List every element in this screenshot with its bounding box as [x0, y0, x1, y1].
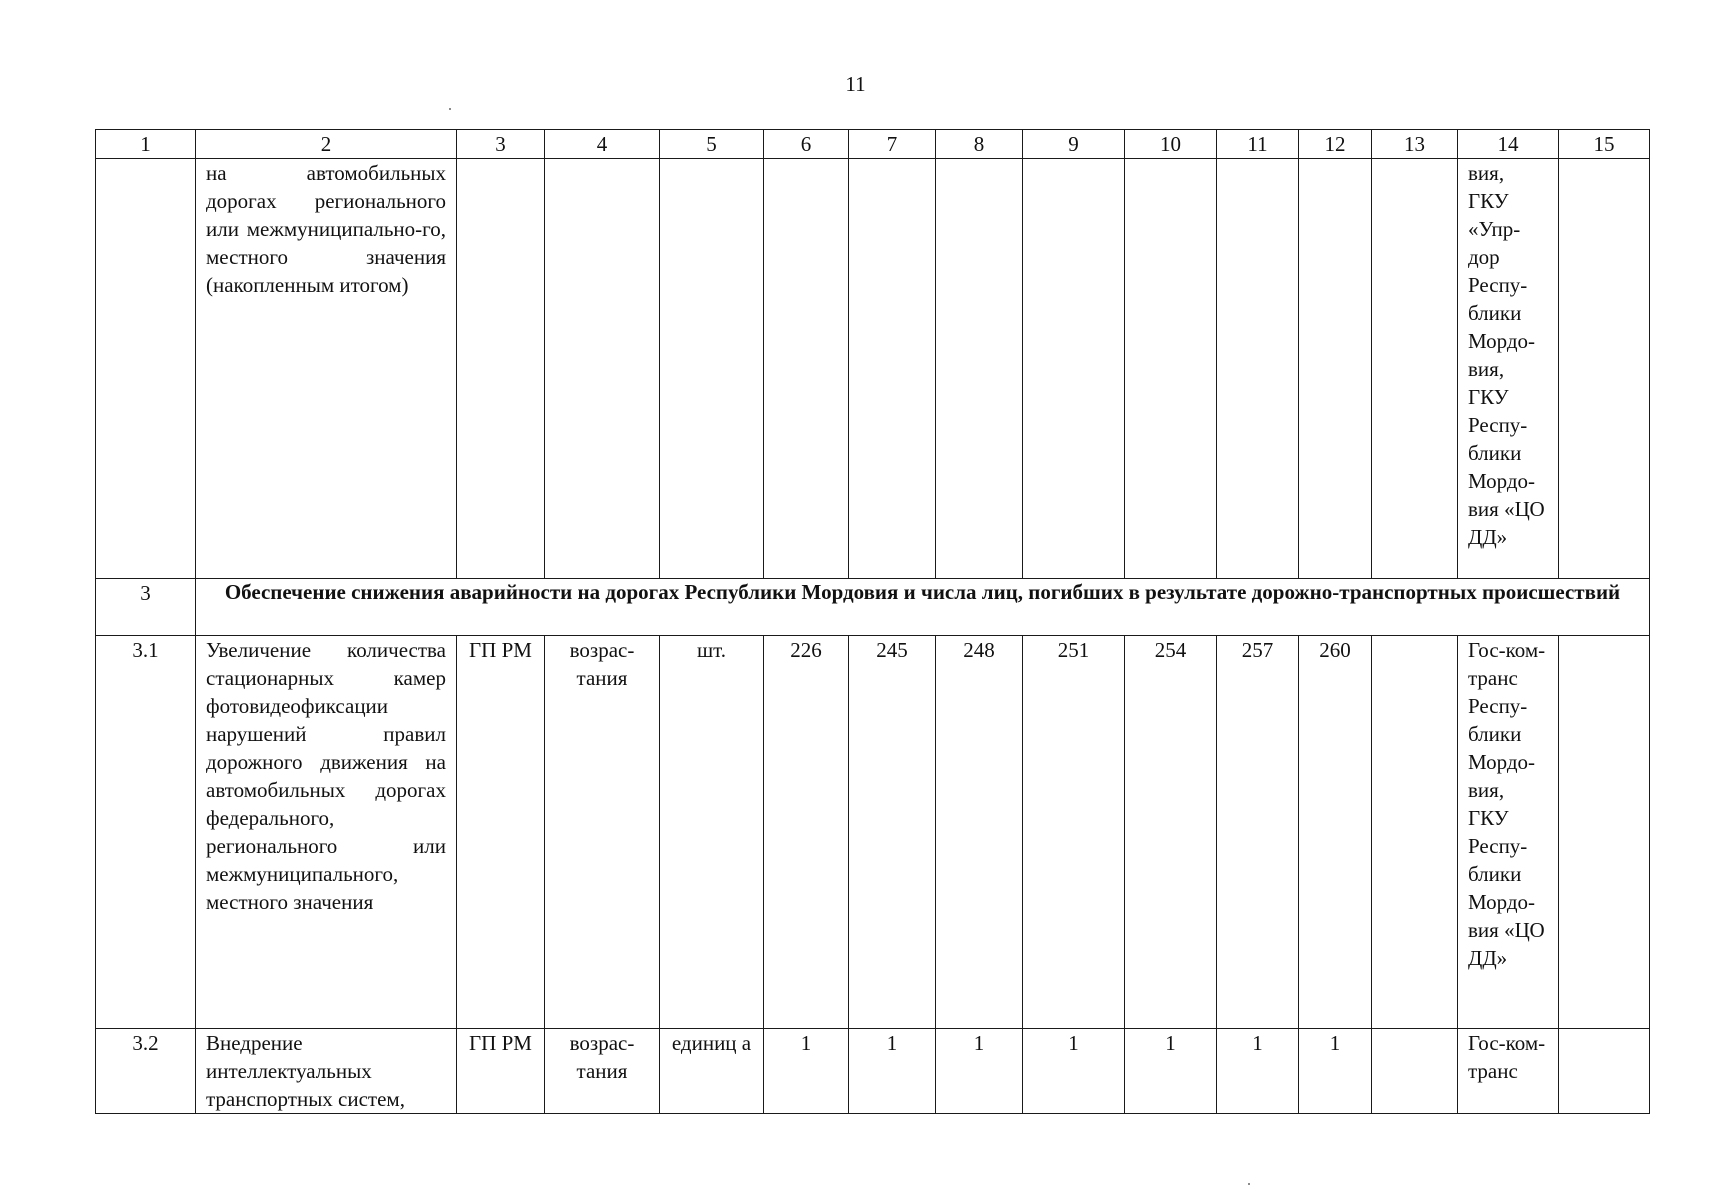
- value-cell: 1: [1299, 1029, 1372, 1114]
- source-cell: ГП РМ: [457, 1029, 545, 1114]
- value-cell: 1: [849, 1029, 936, 1114]
- value-cell: 1: [1023, 1029, 1125, 1114]
- indicators-table: [95, 129, 1650, 1114]
- header-cell: 1: [96, 130, 196, 159]
- row-number: 3.2: [96, 1029, 196, 1114]
- header-cell: 6: [764, 130, 849, 159]
- value-cell: 257: [1217, 636, 1299, 1029]
- header-cell: 15: [1559, 130, 1650, 159]
- empty-cell: [1559, 1029, 1650, 1114]
- responsible-cell: вия, ГКУ «Упр-дор Респу-блики Мордо-вия, ГКУ Респу-блики Мордо-вия «ЦО ДД»: [1458, 159, 1559, 579]
- empty-cell: [1372, 636, 1458, 1029]
- row-number: 3.1: [96, 636, 196, 1029]
- value-cell: 254: [1125, 636, 1217, 1029]
- header-cell: 9: [1023, 130, 1125, 159]
- value-cell: 226: [764, 636, 849, 1029]
- value-cell: 1: [1217, 1029, 1299, 1114]
- scan-speck: [1248, 1183, 1250, 1185]
- table-row: [96, 636, 1650, 1029]
- value-cell: 248: [936, 636, 1023, 1029]
- unit-cell: шт.: [660, 636, 764, 1029]
- continuation-row: [96, 159, 1650, 579]
- source-cell: ГП РМ: [457, 636, 545, 1029]
- value-cell: 1: [764, 1029, 849, 1114]
- section-row: [96, 579, 1650, 636]
- header-cell: 12: [1299, 130, 1372, 159]
- value-cell: 251: [1023, 636, 1125, 1029]
- page-number: 11: [845, 72, 866, 96]
- header-cell: 7: [849, 130, 936, 159]
- value-cell: 260: [1299, 636, 1372, 1029]
- value-cell: 1: [936, 1029, 1023, 1114]
- header-cell: 3: [457, 130, 545, 159]
- responsible-cell: Гос-ком-транс Респу-блики Мордо-вия, ГКУ Респу-блики Мордо-вия «ЦО ДД»: [1458, 636, 1559, 1029]
- table-row: [96, 1029, 1650, 1114]
- indicator-name-cell: Внедрение интеллектуальных транспортных систем,: [196, 1029, 457, 1114]
- indicator-name-cell: Увеличение количества стационарных камер фотовидеофиксации нарушений правил дорожного движения на автомобильных дорогах федерального, регионального или межмуниципального, местного значения: [196, 636, 457, 1029]
- unit-cell: единиц а: [660, 1029, 764, 1114]
- value-cell: 245: [849, 636, 936, 1029]
- column-number-row: [96, 130, 1650, 159]
- header-cell: 4: [545, 130, 660, 159]
- header-cell: 8: [936, 130, 1023, 159]
- trend-cell: возрас-тания: [545, 636, 660, 1029]
- section-title: Обеспечение снижения аварийности на дорогах Республики Мордовия и числа лиц, погибших в результате дорожно-транспортных происшествий: [196, 579, 1650, 636]
- empty-cell: [1372, 1029, 1458, 1114]
- header-cell: 5: [660, 130, 764, 159]
- header-cell: 10: [1125, 130, 1217, 159]
- header-cell: 2: [196, 130, 457, 159]
- responsible-cell: Гос-ком-транс: [1458, 1029, 1559, 1114]
- header-cell: 14: [1458, 130, 1559, 159]
- trend-cell: возрас-тания: [545, 1029, 660, 1114]
- section-number: 3: [96, 579, 196, 636]
- indicator-name-cell: на автомобильных дорогах регионального или межмуниципально-го, местного значения (накопленным итогом): [196, 159, 457, 579]
- header-cell: 11: [1217, 130, 1299, 159]
- scan-speck: [449, 108, 451, 110]
- header-cell: 13: [1372, 130, 1458, 159]
- value-cell: 1: [1125, 1029, 1217, 1114]
- empty-cell: [1559, 636, 1650, 1029]
